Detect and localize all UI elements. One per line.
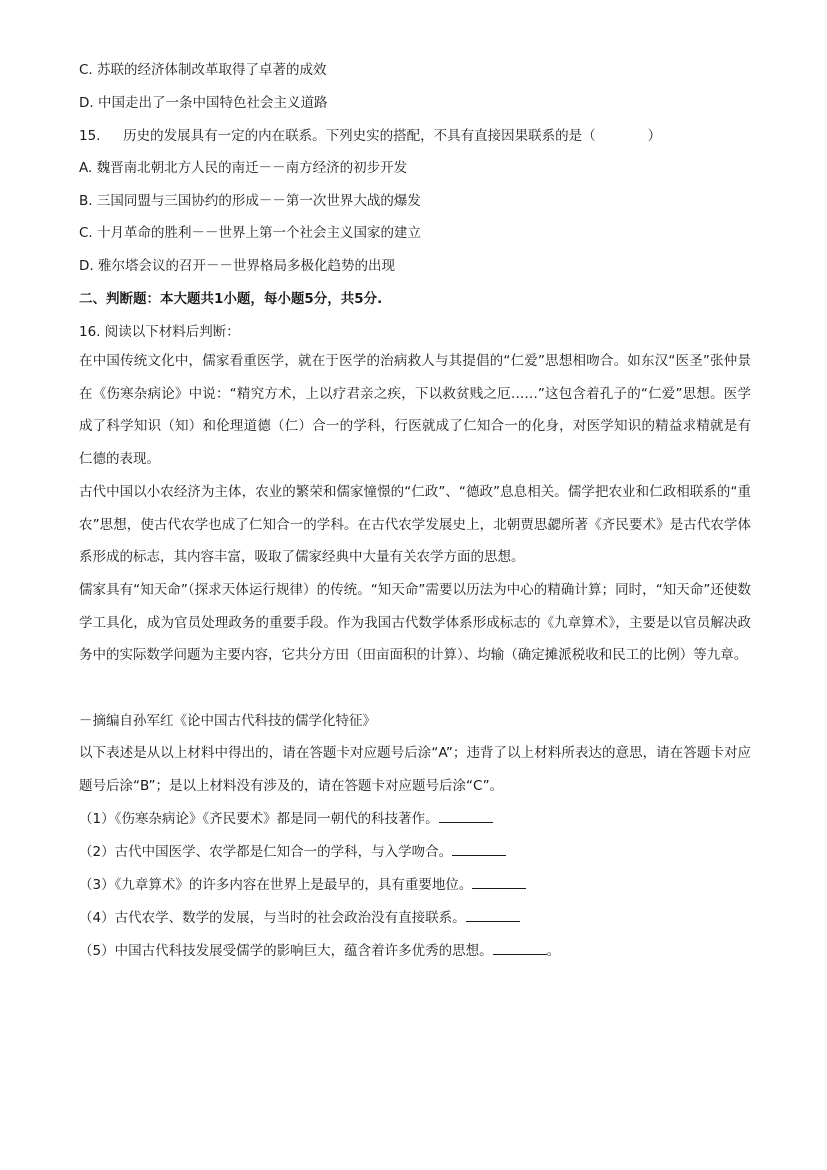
question-16-intro: 16. 阅读以下材料后判断： [79,324,240,340]
question-stem-end: ） [647,128,662,144]
judge-item-1: （1）《伤寒杂病论》《齐民要术》都是同一朝代的科技著作。 [79,808,493,829]
material-paragraph-3: 儒家具有“知天命”（探求天体运行规律）的传统。“知天命”需要以历法为中心的精确计算；同时，“知天命”还使数学工具化，成为官员处理政务的重要手段。作为我国古代数学体系形成标志的《九章算术》，主要是以官员解决政务中的实际数学问题为主要内容，它共分方田（田亩面积的计算）、均输（确定摊派税收和民工的比例）等九章。 [79,582,751,664]
answer-instruction: 以下表述是从以上材料中得出的，请在答题卡对应题号后涂“A”；违背了以上材料所表达的意思，请在答题卡对应题号后涂“B”；是以上材料没有涉及的，请在答题卡对应题号后涂“C”。 [79,745,751,794]
judge-item-2: （2）古代中国医学、农学都是仁知合一的学科，与入学吻合。 [79,841,506,862]
question-15-stem [79,126,661,146]
question-number: 15. [79,128,101,144]
answer-blank[interactable] [452,841,506,856]
answer-blank[interactable] [466,907,520,922]
option-c-q15: C. 十月革命的胜利－－世界上第一个社会主义国家的建立 [79,225,422,241]
option-a-q15: A. 魏晋南北朝北方人民的南迁－－南方经济的初步开发 [79,160,408,176]
section-heading: 二、判断题：本大题共1小题，每小题5分，共5分. [79,291,383,307]
answer-blank[interactable] [472,874,526,889]
option-c-q14: C. 苏联的经济体制改革取得了卓著的成效 [79,62,327,78]
question-stem: 历史的发展具有一定的内在联系。下列史实的搭配，不具有直接因果联系的是（ [123,128,596,144]
option-b-q15: B. 三国同盟与三国协约的形成－－第一次世界大战的爆发 [79,193,421,209]
judge-item-5: （5）中国古代科技发展受儒学的影响巨大，蕴含着许多优秀的思想。 。 [79,940,560,961]
option-d-q14: D. 中国走出了一条中国特色社会主义道路 [79,95,328,111]
material-source: －摘编自孙军红《论中国古代科技的儒学化特征》 [79,713,376,729]
option-d-q15: D. 雅尔塔会议的召开－－世界格局多极化趋势的出现 [79,258,395,274]
answer-blank[interactable] [439,808,493,823]
judge-item-4: （4）古代农学、数学的发展，与当时的社会政治没有直接联系。 [79,907,520,928]
material-paragraph-1: 在中国传统文化中，儒家看重医学，就在于医学的治病救人与其提倡的“仁爱”思想相吻合。如东汉“医圣”张仲景在《伤寒杂病论》中说：“精究方术，上以疗君亲之疾，下以救贫贱之厄……”这包含着孔子的“仁爱”思想。医学成了科学知识（知）和伦理道德（仁）合一的学科，行医就成了仁知合一的化身，对医学知识的精益求精就是有仁德的表现。 [79,353,751,467]
material-paragraph-2: 古代中国以小农经济为主体，农业的繁荣和儒家憧憬的“仁政”、“德政”息息相关。儒学把农业和仁政相联系的“重农”思想，使古代农学也成了仁知合一的学科。在古代农学发展史上，北朝贾思勰所著《齐民要术》是古代农学体系形成的标志，其内容丰富，吸取了儒家经典中大量有关农学方面的思想。 [79,484,751,566]
judge-item-3: （3）《九章算术》的许多内容在世界上是最早的，具有重要地位。 [79,874,526,895]
answer-blank[interactable] [493,940,547,955]
